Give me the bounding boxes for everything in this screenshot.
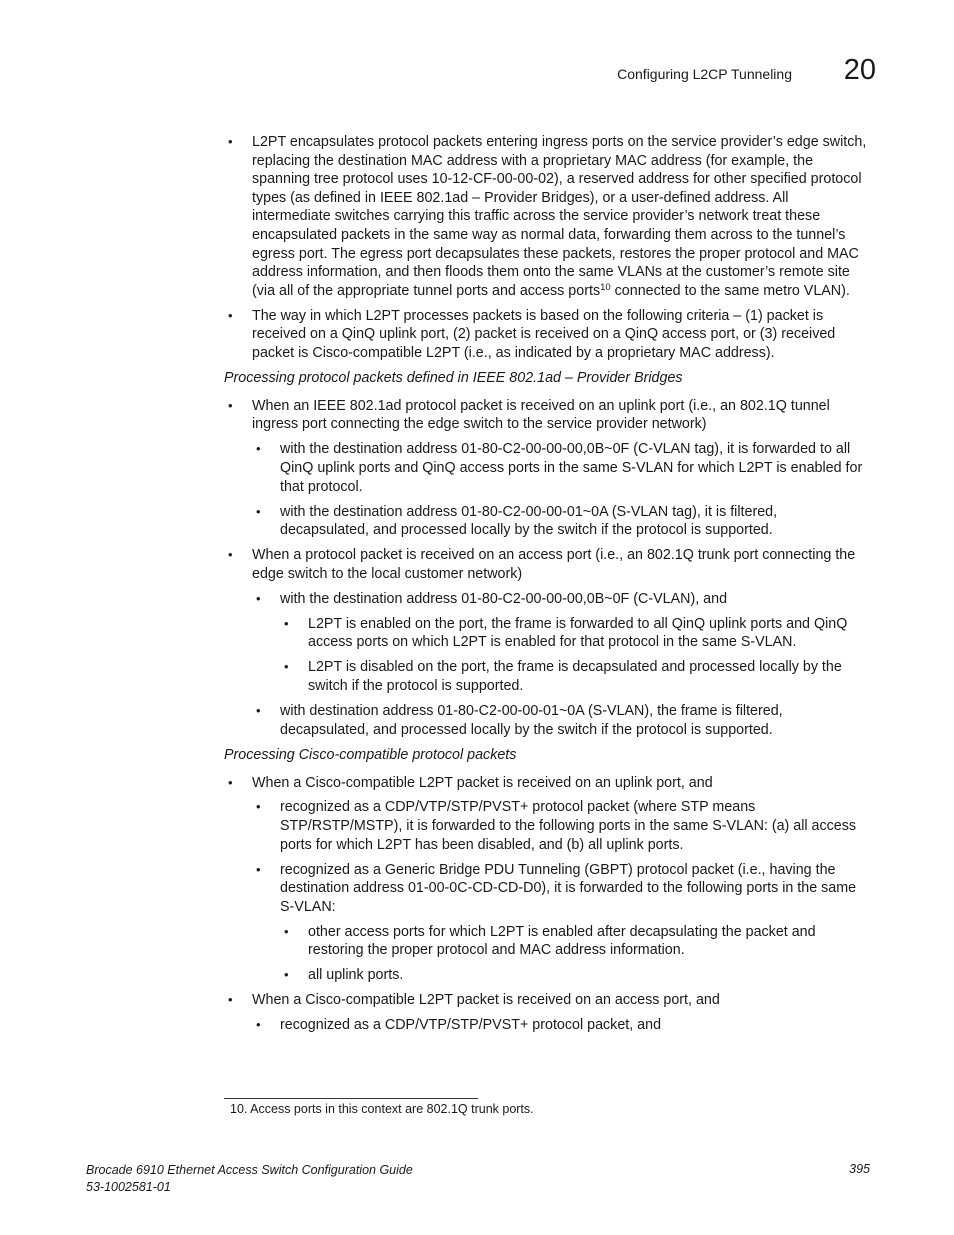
bullet-l2pt-encapsulation (224, 133, 870, 300)
footnote: 10. Access ports in this context are 802.1Q trunk ports. (230, 1102, 534, 1116)
bullet-processing-criteria: • The way in which L2PT processes packets is based on the following criteria – (1) packet is received on a QinQ uplink port, (2) packet is received on a QinQ access port, or (3) received packet is Cisco-compatible L2PT (i.e., as indicated by a proprietary MAC address). (224, 307, 870, 363)
chapter-number: 20 (843, 54, 876, 86)
bullet-cisco-access: • When a Cisco-compatible L2PT packet is received on an access port, and (224, 991, 870, 1010)
footnote-reference[interactable]: 10 (600, 281, 611, 293)
sub-sub-bullet-all-uplink-ports: • all uplink ports. (224, 966, 870, 985)
sub-bullet-gbpt: • recognized as a Generic Bridge PDU Tunneling (GBPT) protocol packet (i.e., having the destination address 01-00-0C-CD-CD-D0), it is forwarded to the following ports in the same S-VLAN: (224, 861, 870, 917)
page-body (224, 133, 870, 1041)
bullet-cisco-uplink: • When a Cisco-compatible L2PT packet is received on an uplink port, and (224, 774, 870, 793)
sub-bullet-cdp-vtp-stp: • recognized as a CDP/VTP/STP/PVST+ protocol packet (where STP means STP/RSTP/MSTP), it is forwarded to the following ports in the same S-VLAN: (a) all access ports for which L2PT has been disabled, and (b) all uplink ports. (224, 798, 870, 854)
sub-bullet-cvlan-destination: • with the destination address 01-80-C2-00-00-00,0B~0F (C-VLAN), and (224, 590, 870, 609)
sub-bullet-svlan-tag: • with the destination address 01-80-C2-00-00-01~0A (S-VLAN tag), it is filtered, decapsulated, and processed locally by the switch if the protocol is supported. (224, 503, 870, 540)
sub-sub-bullet-l2pt-disabled: • L2PT is disabled on the port, the frame is decapsulated and processed locally by the switch if the protocol is supported. (224, 658, 870, 695)
running-header-title: Configuring L2CP Tunneling (617, 66, 792, 82)
sub-bullet-cdp-vtp-stp-access: • recognized as a CDP/VTP/STP/PVST+ protocol packet, and (224, 1016, 870, 1035)
page-number: 395 (849, 1162, 870, 1176)
document-number: 53-1002581-01 (86, 1179, 171, 1194)
sub-sub-bullet-other-access-ports: • other access ports for which L2PT is enabled after decapsulating the packet and restoring the proper protocol and MAC address information. (224, 923, 870, 960)
footnote-divider (224, 1098, 478, 1099)
sub-sub-bullet-l2pt-enabled: • L2PT is enabled on the port, the frame is forwarded to all QinQ uplink ports and QinQ access ports on which L2PT is enabled for that protocol in the same S-VLAN. (224, 615, 870, 652)
bullet-access-port-received: • When a protocol packet is received on an access port (i.e., an 802.1Q trunk port connecting the edge switch to the local customer network) (224, 546, 870, 583)
page-footer (86, 1162, 686, 1195)
sub-bullet-cvlan-tag: • with the destination address 01-80-C2-00-00-00,0B~0F (C-VLAN tag), it is forwarded to all QinQ uplink ports and QinQ access ports in the same S-VLAN for which L2PT is enabled for that protocol. (224, 440, 870, 496)
sub-bullet-svlan-destination: • with destination address 01-80-C2-00-00-01~0A (S-VLAN), the frame is filtered, decapsulated, and processed locally by the switch if the protocol is supported. (224, 702, 870, 739)
subheading-cisco-compatible: Processing Cisco-compatible protocol packets (224, 746, 517, 763)
bullet-uplink-port-received: • When an IEEE 802.1ad protocol packet is received on an uplink port (i.e., an 802.1Q tunnel ingress port connecting the edge switch to the service provider network) (224, 397, 870, 434)
bullet-text-continued: connected to the same metro VLAN). (610, 282, 850, 299)
subheading-ieee-8021ad: Processing protocol packets defined in IEEE 802.1ad – Provider Bridges (224, 369, 683, 386)
document-title: Brocade 6910 Ethernet Access Switch Configuration Guide (86, 1163, 413, 1177)
bullet-text: L2PT encapsulates protocol packets entering ingress ports on the service provider’s edge switch, replacing the destination MAC address with a proprietary MAC address (for example, the spanning tree protocol uses 10-12-CF-00-00-02), a reserved address for other specified protocol types (as defined in IEEE 802.1ad – Provider Bridges), or a user-defined address. All intermediate switches carrying this traffic across the service provider’s network treat these encapsulated packets in the same way as normal data, forwarding them across to the tunnel’s egress port. The egress port decapsulates these packets, restores the proper protocol and MAC address information, and then floods them onto the same VLANs at the customer’s remote site (via all of the appropriate tunnel ports and access ports (252, 134, 867, 299)
